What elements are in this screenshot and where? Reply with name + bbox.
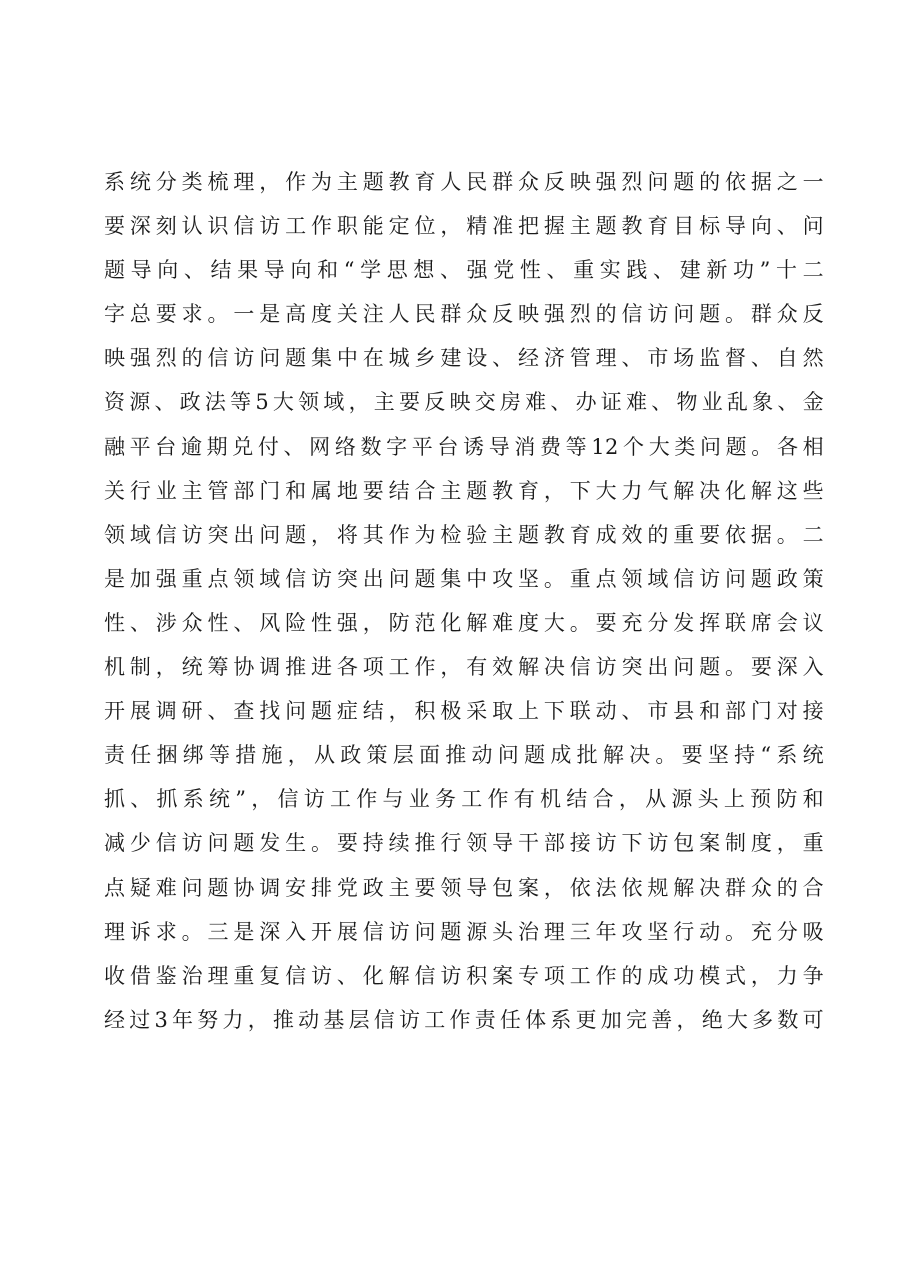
text-line: 题导向、结果导向和“学思想、强党性、重实践、建新功”十二 (104, 258, 824, 283)
text-line: 开展调研、查找问题症结，积极采取上下联动、市县和部门对接 (104, 699, 824, 724)
text-line: 收借鉴治理重复信访、化解信访积案专项工作的成功模式，力争 (104, 963, 824, 988)
text-line: 是加强重点领域信访突出问题集中攻坚。重点领域信访问题政策 (104, 566, 824, 591)
text-line: 责任捆绑等措施，从政策层面推动问题成批解决。要坚持“系统 (104, 743, 824, 768)
text-line: 融平台逾期兑付、网络数字平台诱导消费等12个大类问题。各相 (104, 434, 824, 459)
text-line: 性、涉众性、风险性强，防范化解难度大。要充分发挥联席会议 (104, 610, 824, 635)
text-line: 映强烈的信访问题集中在城乡建设、经济管理、市场监督、自然 (104, 346, 824, 371)
text-line: 系统分类梳理，作为主题教育人民群众反映强烈问题的依据之一 (104, 170, 824, 194)
text-line: 领域信访突出问题，将其作为检验主题教育成效的重要依据。二 (104, 522, 824, 547)
text-line: 字总要求。一是高度关注人民群众反映强烈的信访问题。群众反 (104, 302, 824, 327)
text-line: 减少信访问题发生。要持续推行领导干部接访下访包案制度，重 (104, 831, 824, 856)
body-paragraph (104, 160, 824, 1042)
text-line: 抓、抓系统”，信访工作与业务工作有机结合，从源头上预防和 (104, 787, 824, 812)
text-line: 关行业主管部门和属地要结合主题教育，下大力气解决化解这些 (104, 478, 824, 503)
text-line: 机制，统筹协调推进各项工作，有效解决信访突出问题。要深入 (104, 655, 824, 680)
text-line: 资源、政法等5大领域，主要反映交房难、办证难、物业乱象、金 (104, 390, 824, 415)
text-line: 理诉求。三是深入开展信访问题源头治理三年攻坚行动。充分吸 (104, 919, 824, 944)
text-line: 点疑难问题协调安排党政主要领导包案，依法依规解决群众的合 (104, 875, 824, 900)
text-line: 经过3年努力，推动基层信访工作责任体系更加完善，绝大多数可 (104, 1007, 824, 1032)
text-line: 要深刻认识信访工作职能定位，精准把握主题教育目标导向、问 (104, 214, 824, 239)
